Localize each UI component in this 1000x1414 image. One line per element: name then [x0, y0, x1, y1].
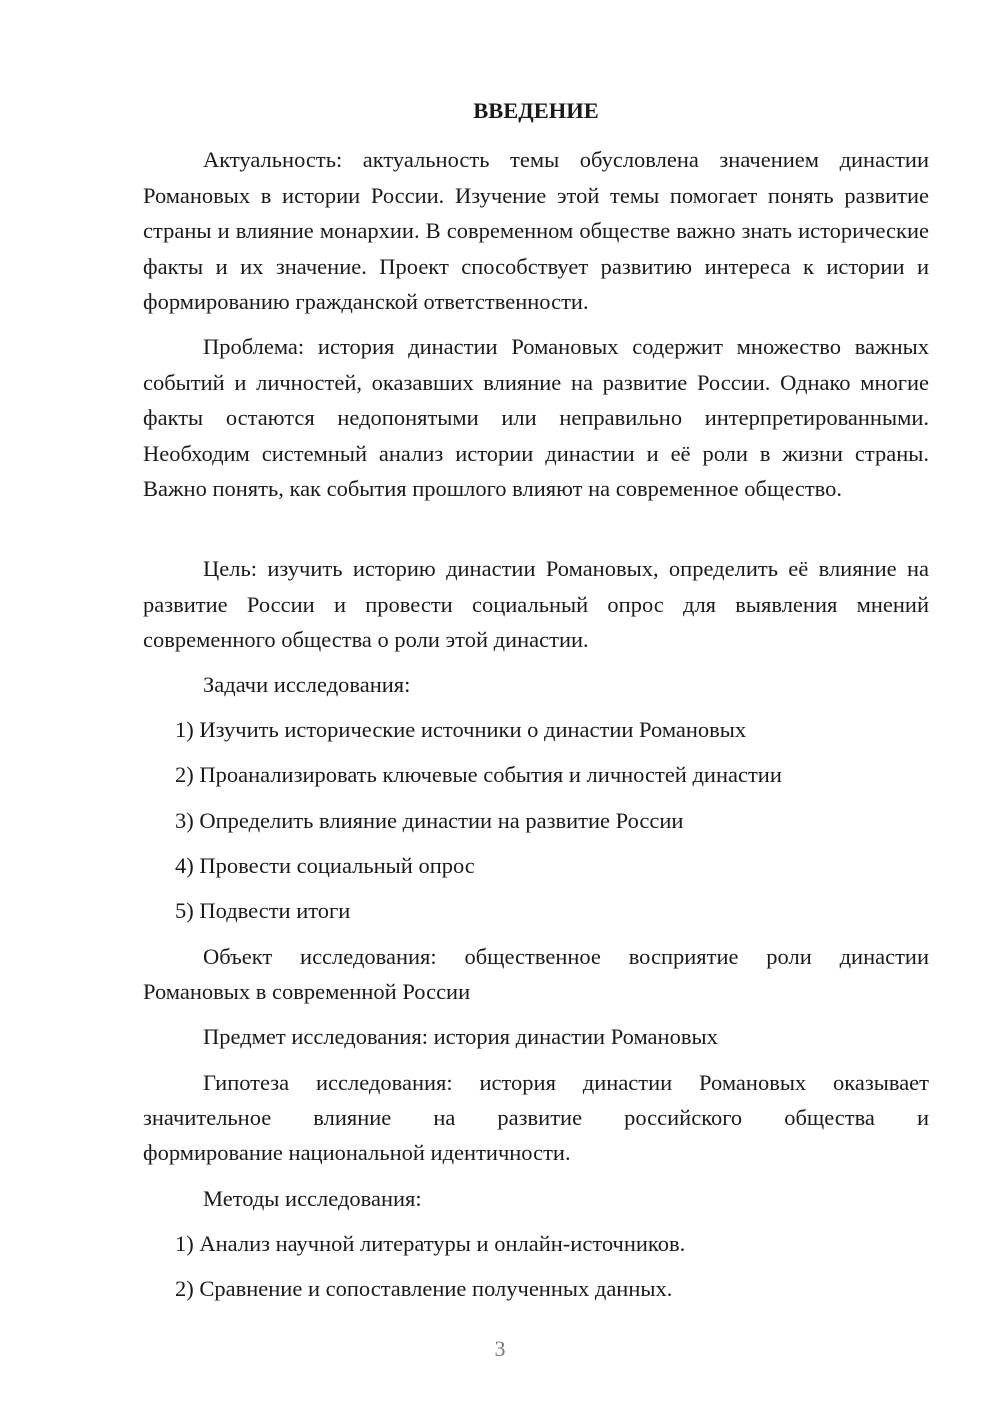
tasks-heading: Задачи исследования:	[203, 672, 411, 697]
goal-text: Цель: изучить историю династии Романовых, определить её влияние на развитие России и провести социальный опрос для выявления мнений современного общества о роли этой династии.	[143, 556, 929, 652]
list-item: 3) Определить влияние династии на развитие России	[175, 808, 684, 833]
hypothesis-line-1: Гипотеза исследования: история династии Романовых оказывает	[203, 1070, 929, 1095]
page-number: 3	[494, 1336, 506, 1361]
goal-paragraph	[143, 551, 929, 658]
problem-text: Проблема: история династии Романовых содержит множество важных событий и личностей, оказавших влияние на развитие России. Однако многие факты остаются недопонятыми или неправильно интерпретированными. Необходим системный анализ истории династии и её роли в жизни страны. Важно понять, как события прошлого влияют на современное общество.	[143, 334, 929, 501]
relevance-text: Актуальность: актуальность темы обусловлена значением династии Романовых в истории России. Изучение этой темы помогает понять развитие страны и влияние монархии. В современном обществе важно знать исторические факты и их значение. Проект способствует развитию интереса к истории и формированию гражданской ответственности.	[143, 147, 929, 314]
list-item: 1) Изучить исторические источники о династии Романовых	[175, 717, 747, 742]
list-item: 5) Подвести итоги	[175, 898, 351, 923]
hypothesis-line-2: значительное влияние на развитие российского общества и	[143, 1105, 929, 1130]
page-title: ВВЕДЕНИЕ	[473, 98, 599, 123]
methods-heading: Методы исследования:	[203, 1186, 422, 1211]
object-line-2: Романовых в современной России	[143, 979, 471, 1004]
relevance-paragraph	[143, 142, 929, 320]
list-item: 2) Сравнение и сопоставление полученных данных.	[175, 1276, 673, 1301]
object-line-1: Объект исследования: общественное восприятие роли династии	[203, 944, 929, 969]
list-item: 1) Анализ научной литературы и онлайн-источников.	[175, 1231, 686, 1256]
problem-paragraph	[143, 329, 929, 507]
list-item: 4) Провести социальный опрос	[175, 853, 475, 878]
hypothesis-line-3: формирование национальной идентичности.	[143, 1140, 571, 1165]
list-item: 2) Проанализировать ключевые события и личностей династии	[175, 762, 782, 787]
subject-line: Предмет исследования: история династии Романовых	[203, 1024, 718, 1049]
